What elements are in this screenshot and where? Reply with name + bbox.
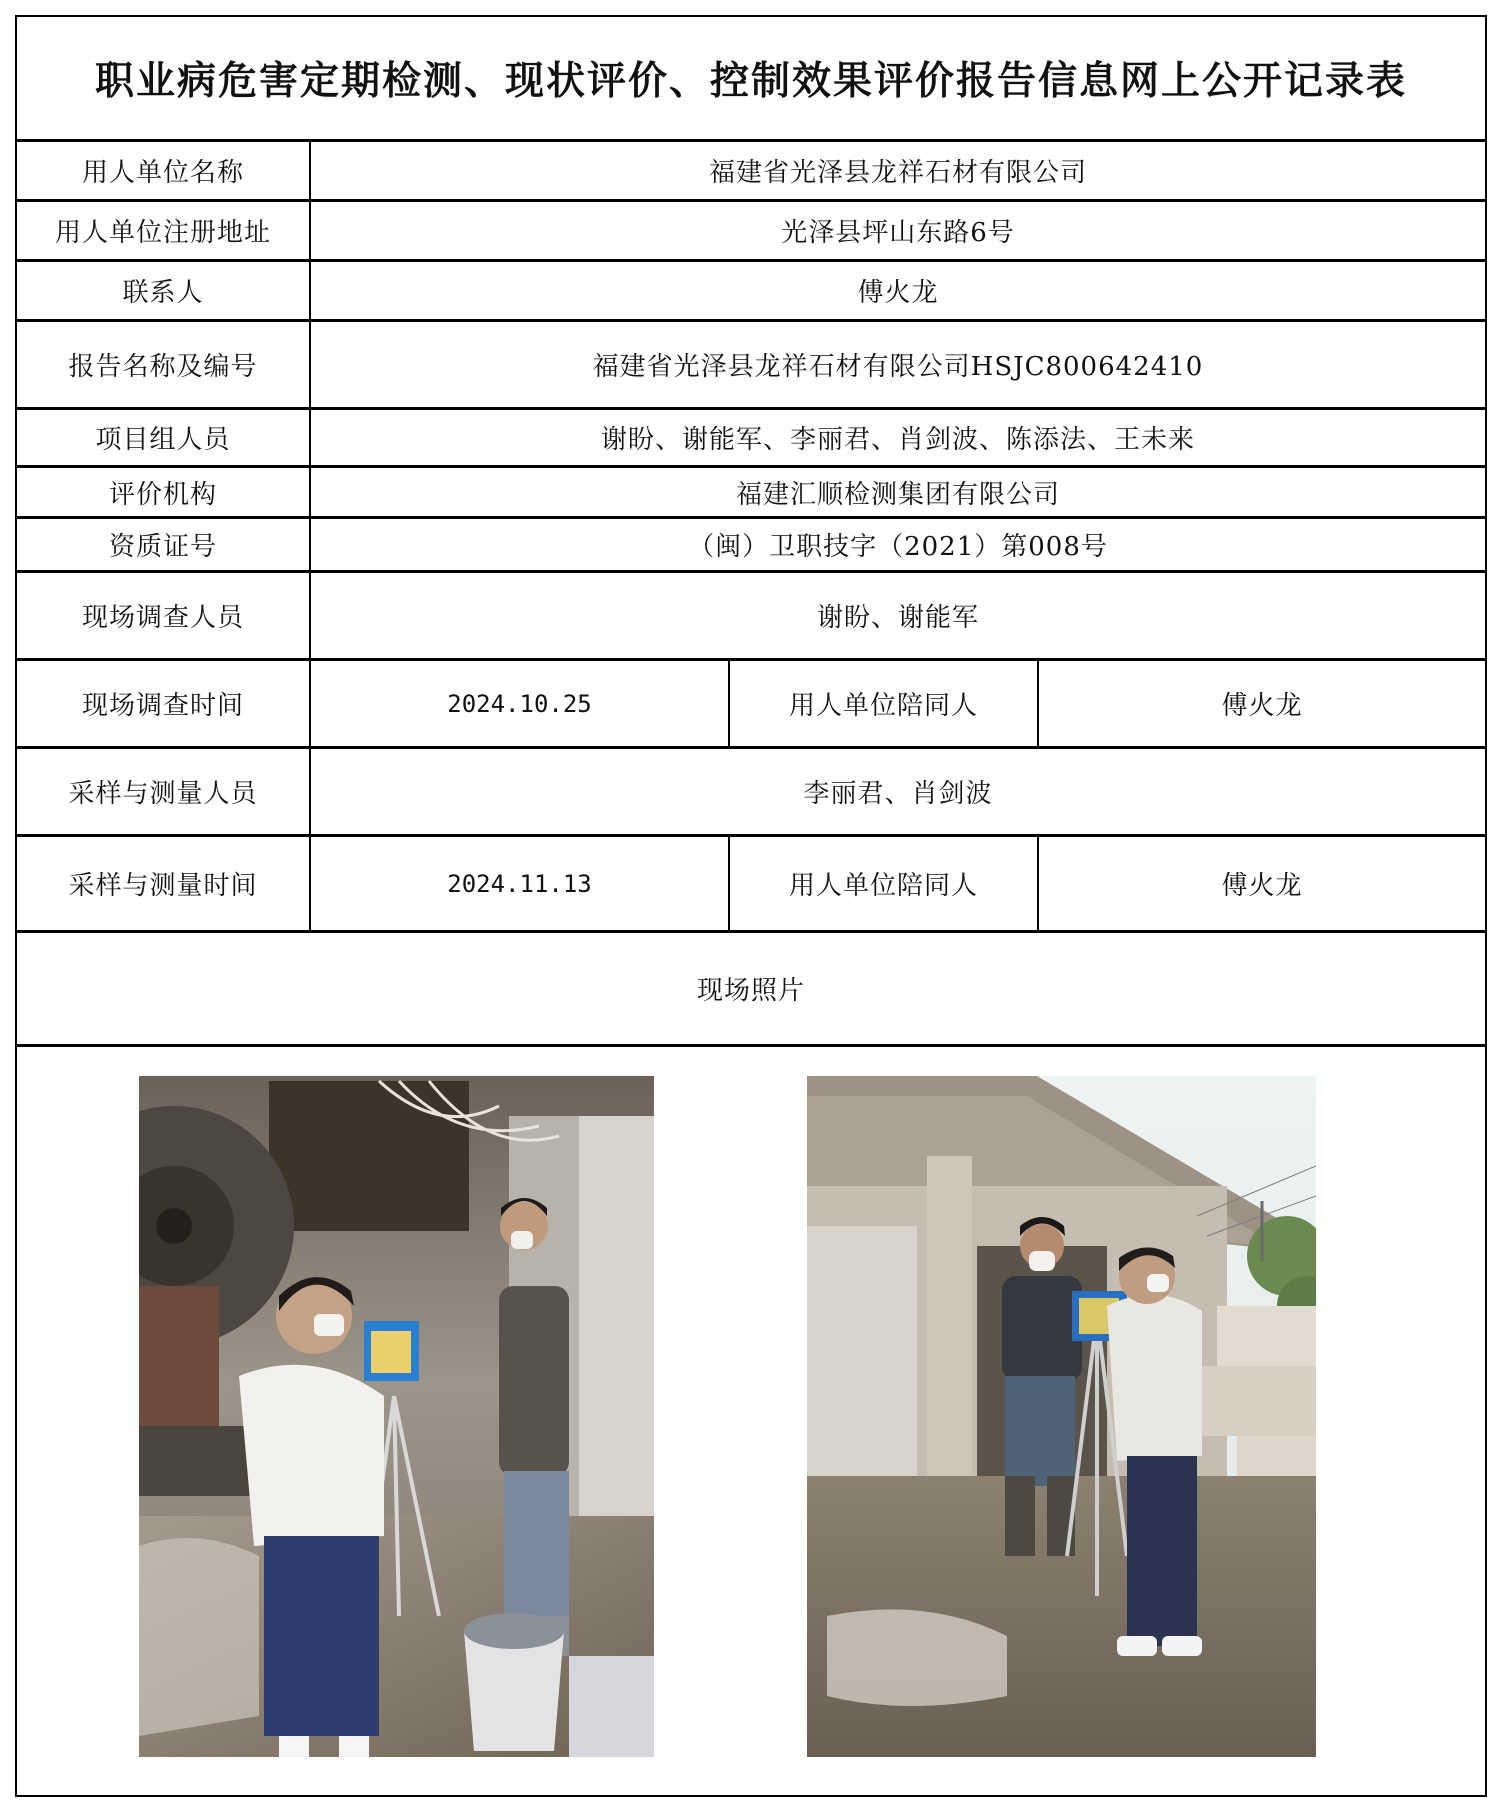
survey-accompany-label: 用人单位陪同人: [728, 661, 1037, 746]
record-form: [15, 15, 1487, 1797]
evaluation-org-label: 评价机构: [108, 479, 217, 510]
report-name-value: 福建省光泽县龙祥石材有限公司HSJC800642410: [309, 322, 1485, 407]
row-report-name: [17, 322, 1485, 410]
site-photo-1: [139, 1076, 654, 1757]
employer-address-value: 光泽县坪山东路6号: [309, 202, 1485, 259]
report-name-label: 报告名称及编号: [68, 352, 258, 382]
row-survey-time: [17, 661, 1485, 749]
survey-staff-label: 现场调查人员: [81, 603, 244, 633]
row-employer-address: [17, 202, 1485, 262]
sampling-staff-label: 采样与测量人员: [68, 779, 258, 809]
row-qualification-no: [17, 519, 1485, 573]
photo-1-image: [139, 1076, 654, 1757]
row-survey-staff: [17, 573, 1485, 661]
row-project-team: [17, 410, 1485, 468]
survey-accompany-value: 傅火龙: [1037, 661, 1485, 746]
employer-address-label: 用人单位注册地址: [54, 218, 271, 248]
sampling-accompany-value: 傅火龙: [1037, 837, 1485, 930]
page-title: 职业病危害定期检测、现状评价、控制效果评价报告信息网上公开记录表: [94, 59, 1407, 104]
employer-name-label: 用人单位名称: [81, 158, 244, 188]
project-team-label: 项目组人员: [95, 425, 231, 455]
row-sampling-staff: [17, 749, 1485, 837]
sampling-time-label: 采样与测量时间: [68, 871, 258, 901]
survey-staff-value: 谢盼、谢能军: [309, 573, 1485, 658]
contact-label: 联系人: [122, 278, 204, 308]
qualification-no-label: 资质证号: [108, 532, 217, 562]
qualification-no-value: （闽）卫职技字（2021）第008号: [309, 519, 1485, 570]
row-sampling-time: [17, 837, 1485, 933]
row-site-photos-header: [17, 933, 1485, 1047]
row-employer-name: [17, 142, 1485, 202]
sampling-time-value: 2024.11.13: [309, 837, 728, 930]
site-photo-2: [807, 1076, 1316, 1757]
row-evaluation-org: [17, 468, 1485, 519]
contact-value: 傅火龙: [309, 262, 1485, 319]
survey-time-label: 现场调查时间: [81, 691, 244, 721]
title-row: [17, 17, 1485, 142]
site-photos-area: [17, 1047, 1485, 1797]
site-photos-label: 现场照片: [696, 976, 805, 1006]
project-team-value: 谢盼、谢能军、李丽君、肖剑波、陈添法、王未来: [309, 410, 1485, 465]
evaluation-org-value: 福建汇顺检测集团有限公司: [309, 468, 1485, 516]
photo-2-image: [807, 1076, 1316, 1757]
row-contact: [17, 262, 1485, 322]
sampling-staff-value: 李丽君、肖剑波: [309, 749, 1485, 834]
employer-name-value: 福建省光泽县龙祥石材有限公司: [309, 142, 1485, 199]
sampling-accompany-label: 用人单位陪同人: [728, 837, 1037, 930]
survey-time-value: 2024.10.25: [309, 661, 728, 746]
